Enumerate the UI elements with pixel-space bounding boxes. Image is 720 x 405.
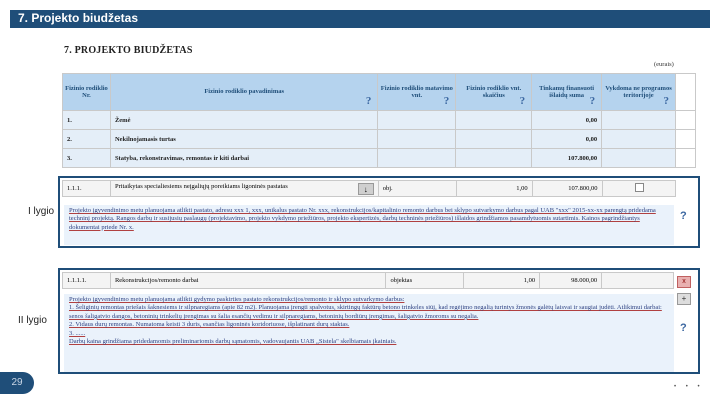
row-name: Nekilnojamasis turtas <box>110 130 377 149</box>
remove-row-button[interactable]: x <box>677 276 691 288</box>
help-icon[interactable]: ? <box>589 95 596 108</box>
help-icon[interactable]: ? <box>680 322 687 334</box>
table-row <box>63 130 696 149</box>
table-header-row <box>63 74 696 111</box>
level2-quantity[interactable]: 1,00 <box>464 273 540 289</box>
col-header-outside-territory: Vykdoma ne programos teritorijoje ? <box>602 74 676 111</box>
level2-label: II lygio <box>18 315 47 326</box>
col-header-amount: Tinkamų finansuoti išlaidų suma ? <box>532 74 602 111</box>
section-title: 7. PROJEKTO BIUDŽETAS <box>64 45 193 56</box>
help-icon[interactable]: ? <box>680 210 687 222</box>
level2-name[interactable]: Rekonstrukcijos/remonto darbai <box>110 273 386 289</box>
level1-unit[interactable]: obj. <box>378 181 456 197</box>
level1-name: Pritaikytas specialiesiems neįgaliųjų poreikiams ligoninės pastatas <box>114 182 288 190</box>
level2-description[interactable] <box>64 294 674 372</box>
help-icon[interactable]: ? <box>365 95 372 108</box>
description-line: 2. Vidaus durų remontas. Numatoma keisti 3 duris, esančias ligoninės koridoriuose, išplatinant durų staktas. <box>69 321 350 329</box>
row-name: Žemė <box>110 111 377 130</box>
row-amount: 0,00 <box>532 111 602 130</box>
table-row <box>63 111 696 130</box>
level1-label: I lygio <box>28 206 55 217</box>
slide-title: 7. Projekto biudžetas <box>18 11 139 25</box>
col-header-name: Fizinio rodiklio pavadinimas ? <box>110 74 377 111</box>
level2-nr: 1.1.1.1. <box>63 273 111 289</box>
description-line: 3. ...... <box>69 329 86 337</box>
row-amount: 107.800,00 <box>532 149 602 168</box>
level1-amount: 107.800,00 <box>532 181 602 197</box>
level2-row <box>62 272 674 289</box>
page-number: 29 <box>0 372 34 394</box>
col-header-nr: Fizinio rodiklio Nr. <box>63 74 111 111</box>
row-nr: 2. <box>63 130 111 149</box>
add-row-button[interactable]: + <box>677 293 691 305</box>
row-nr: 1. <box>63 111 111 130</box>
more-dots-icon: • • • <box>674 384 704 390</box>
row-nr: 3. <box>63 149 111 168</box>
currency-note: (eurais) <box>654 61 674 68</box>
budget-table <box>62 73 696 168</box>
help-icon[interactable]: ? <box>663 95 669 108</box>
row-name: Statyba, rekonstravimas, remontas ir kiti darbai <box>110 149 377 168</box>
description-line: 1. Šeliginių remontas priešais šaknesiems ir silpnaregiams (apie 82 m2). Planuojama įrengti spalvotus, skirtingų faktūrų betono trinkeles siūį, kad regėjimo negalią turintys žmonės galėtų laisvai ir saugiai judėti. Atlikimui darbai: senos šaligatvio dangos, betoninių trinkelių įrengimas su šalia esančių vedimu ir silpnaregiams, betoninių bordiūrų įrengimas, šaligatvio žmoroms su negalia. <box>69 304 662 320</box>
level2-amount[interactable]: 98.000,00 <box>540 273 602 289</box>
col-header-quantity: Fizinio rodiklio vnt. skaičius ? <box>456 74 532 111</box>
table-row <box>63 149 696 168</box>
level2-unit[interactable]: objektas <box>386 273 464 289</box>
level1-description[interactable]: Projekto įgyvendinimo metu planuojama atlikti pastato, adresu xxx 1, xxx, unikalus pastato Nr. xxx, rekonstrukcijos/kapitalinio remonto darbus bei sklypo sutvarkymo darbus pagal UAB "xxx" 2015-xx-xx parengtą pridedama techninį projektą. Rangos darbų ir susijusių paslaugų (projektavimo, projekto vykdymo priežiūros, projekto ekspertizės, darbų techninės priežiūros) išlaidos grindžiamos pasamdytuomis sutartimis. Kainos pagrindžiantys dokumentai priede Nr. x. <box>64 205 674 245</box>
level1-nr: 1.1.1. <box>63 181 111 197</box>
col-header-unit: Fizinio rodiklio matavimo vnt. ? <box>378 74 456 111</box>
slide-title-bar <box>10 10 710 28</box>
row-amount: 0,00 <box>532 130 602 149</box>
help-icon[interactable]: ? <box>443 95 450 108</box>
level1-quantity[interactable]: 1,00 <box>456 181 532 197</box>
dropdown-arrow-icon[interactable]: ↓ <box>358 183 374 195</box>
outside-territory-checkbox[interactable] <box>635 183 644 192</box>
description-line: Darbų kaina grindžiama pridedamomis preliminariomis darbų sąmatomis, vadovaujantis UAB „Sistela" skelbiamais įkainiais. <box>69 338 397 346</box>
help-icon[interactable]: ? <box>519 95 526 108</box>
description-line: Projekto įgyvendinimo metu planuojama atlikti gydymo paskirties pastato rekonstrukcijos/remonto ir sklypo sutvarkymo darbus: <box>69 296 405 303</box>
level1-row <box>62 180 696 197</box>
